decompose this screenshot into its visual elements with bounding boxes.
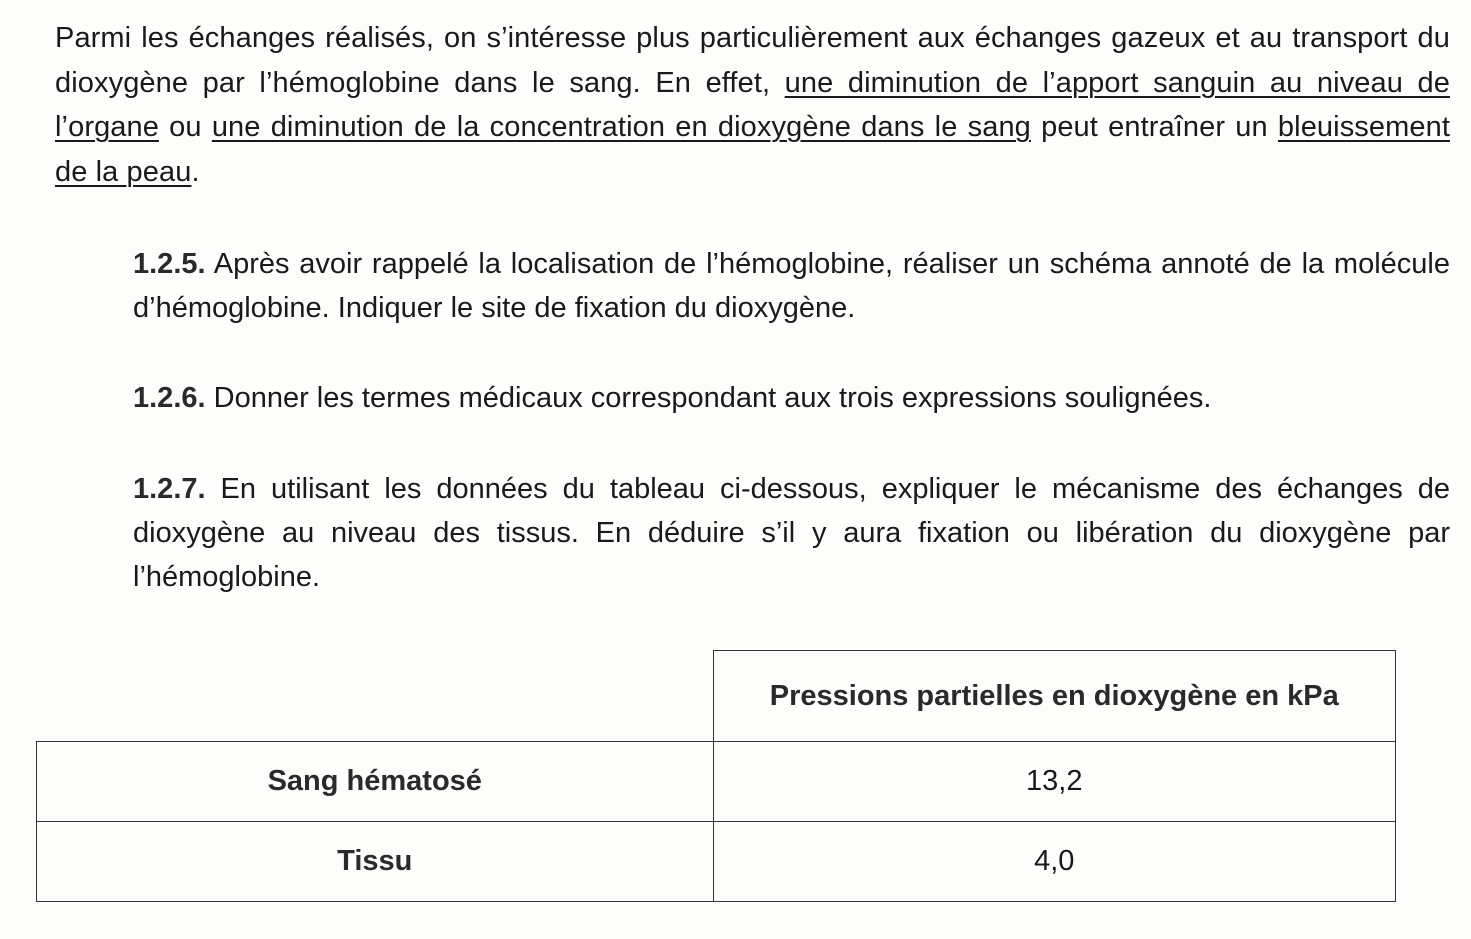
question-text: Donner les termes médicaux correspondant aux trois expressions soulignées. (205, 382, 1212, 414)
row-value-sang-hematose: 13,2 (713, 742, 1396, 822)
underlined-expression-1: une diminution de l’apport sanguin au niveau de l’organe (55, 66, 1450, 143)
question-number: 1.2.5. (133, 248, 206, 280)
intro-text-2: ou (159, 111, 212, 143)
empty-corner-cell (37, 651, 714, 742)
question-number: 1.2.6. (133, 382, 206, 414)
row-value-tissu: 4,0 (713, 822, 1396, 902)
row-label-tissu: Tissu (37, 822, 714, 902)
underlined-expression-2: une diminution de la concentration en dioxygène dans le sang (211, 111, 1031, 143)
intro-paragraph (55, 16, 1450, 194)
question-text: En utilisant les données du tableau ci-dessous, expliquer le mécanisme des échanges de dioxygène au niveau des tissus. En déduire s’il y aura fixation ou libération du dioxygène par l’hémoglobine. (133, 473, 1450, 593)
question-1-2-7 (133, 467, 1450, 599)
question-number: 1.2.7. (133, 473, 206, 505)
row-label-sang-hematose: Sang hématosé (37, 742, 714, 822)
table-row (37, 822, 1396, 902)
intro-text-3: peut entraîner un (1030, 111, 1278, 143)
table-header-row (37, 651, 1396, 742)
question-1-2-6 (133, 376, 1450, 420)
intro-text-4: . (191, 155, 200, 188)
intro-text-1: Parmi les échanges réalisés, on s’intéresse plus particulièrement aux échanges gazeux et au transport du dioxygène par l’hémoglobine dans le sang. En effet, (55, 22, 1450, 99)
question-1-2-5 (133, 242, 1450, 330)
table-row (37, 742, 1396, 822)
oxygen-pressure-table (36, 650, 1396, 902)
underlined-expression-3: bleuissement de la peau (55, 111, 1450, 188)
question-text: Après avoir rappelé la localisation de l’hémoglobine, réaliser un schéma annoté de la molécule d’hémoglobine. Indiquer le site de fixation du dioxygène. (133, 248, 1450, 324)
pressure-column-header: Pressions partielles en dioxygène en kPa (713, 651, 1396, 742)
